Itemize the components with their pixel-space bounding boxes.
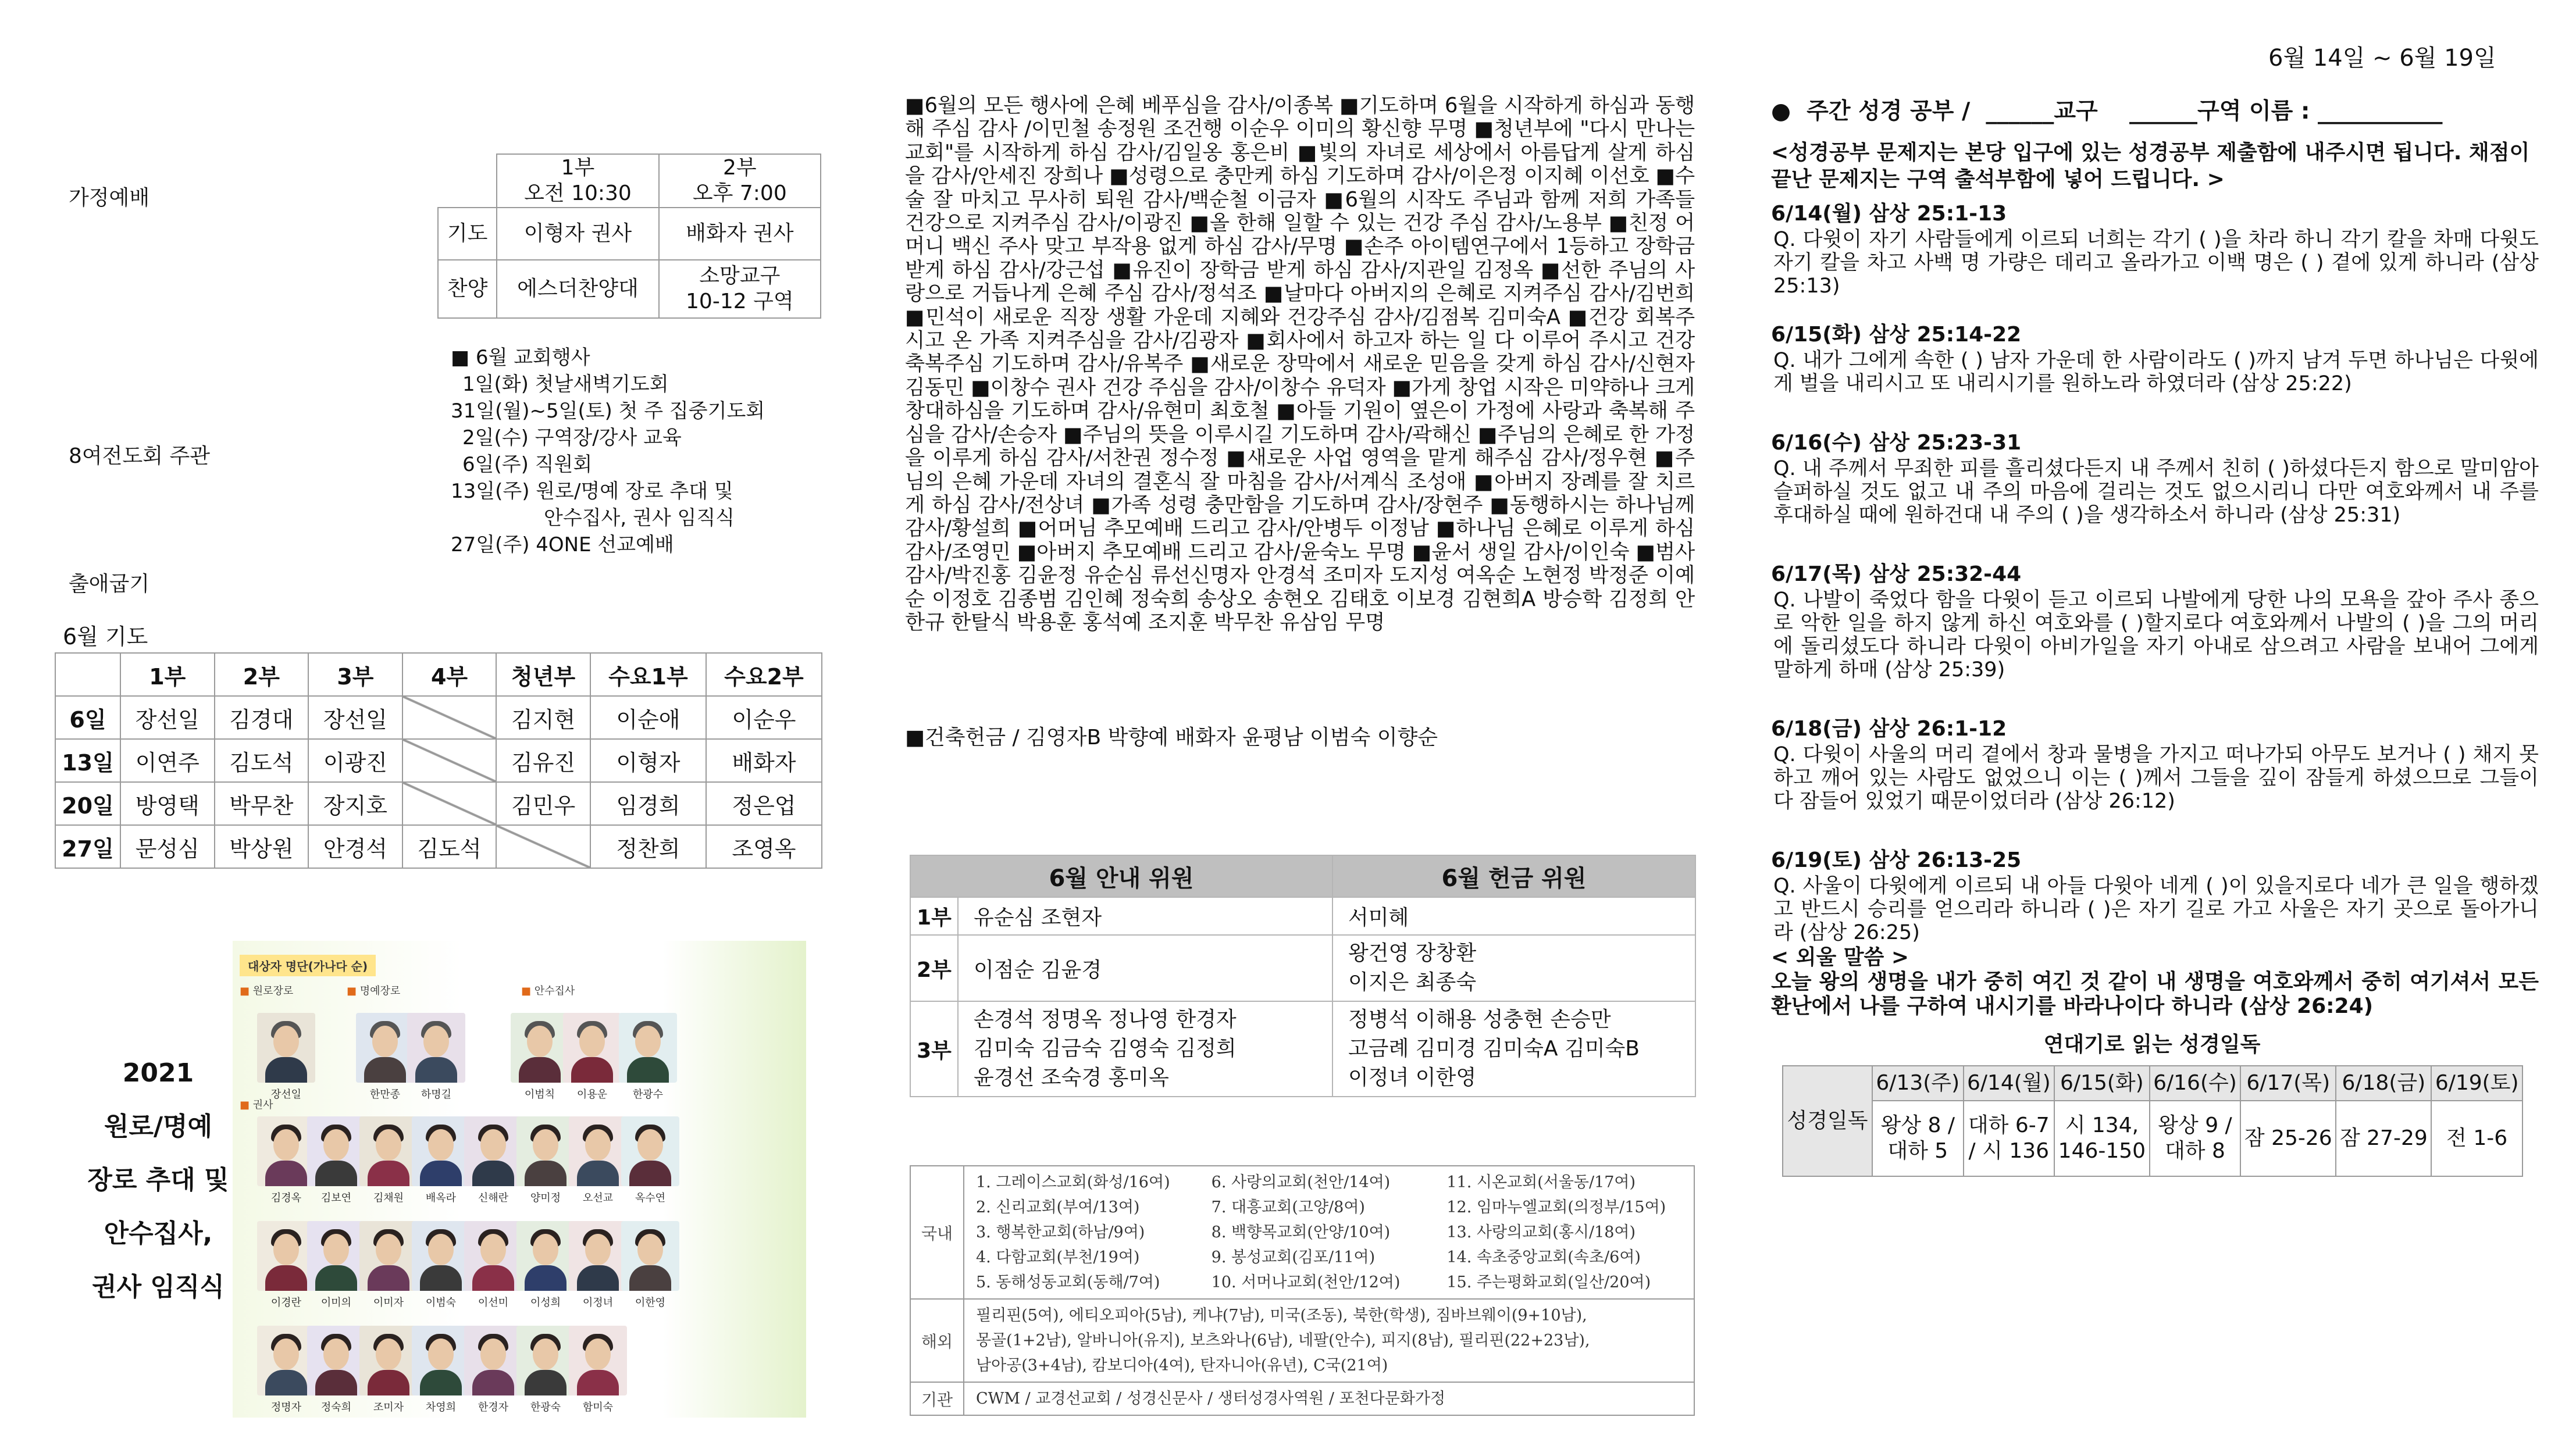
candidate-photo — [307, 1221, 365, 1291]
cat-honor: ■ 명예장로 — [347, 985, 401, 997]
candidate-photo — [307, 1116, 365, 1186]
lesson-title: 6/18(금) 삼상 26:1-12 — [1771, 717, 2007, 741]
candidate-name: 김경옥 — [270, 1192, 302, 1204]
lesson — [1771, 429, 2539, 561]
candidate-photo — [359, 1116, 418, 1186]
candidate-name: 하명길 — [421, 1088, 452, 1101]
usher-names: 손경석 정명옥 정나영 한경자 김미숙 김금숙 김영숙 김정희 윤경선 조숙경 홍미옥 — [958, 1001, 1332, 1097]
candidate-photo — [569, 1116, 627, 1186]
candidate-card — [233, 941, 806, 1418]
lesson-title: 6/14(월) 삼상 25:1-13 — [1771, 202, 2007, 226]
lesson-title: 6/16(수) 삼상 25:23-31 — [1771, 431, 2022, 455]
prayer-cell: 김도석 — [215, 739, 309, 782]
church-events — [451, 344, 765, 558]
candidate-name: 김채원 — [373, 1192, 404, 1204]
candidate-photo — [563, 1013, 621, 1083]
reading-date: 6/15(화) — [2054, 1066, 2150, 1101]
candidate-name: 오선교 — [582, 1192, 614, 1204]
prayer-header: 4부 — [402, 653, 497, 696]
prayer-header: 수요2부 — [706, 653, 822, 696]
candidate-photo — [356, 1013, 414, 1083]
prayer-cell: 문성심 — [120, 825, 215, 868]
reading-value: 전 1-6 — [2431, 1101, 2522, 1176]
mission-overseas-row — [911, 1300, 1694, 1383]
prayer-header: 3부 — [308, 653, 402, 696]
lesson — [1771, 200, 2539, 321]
offering-names: 서미혜 — [1332, 897, 1695, 935]
offering-names: 왕건영 장창환 이지은 최종숙 — [1332, 935, 1695, 1001]
candidate-name: 이미의 — [320, 1297, 352, 1309]
home-worship-label: 가정예배 — [69, 186, 150, 210]
prayer-header: 2부 — [215, 653, 309, 696]
prayer-date: 27일 — [55, 825, 120, 868]
candidate-photo — [307, 1326, 365, 1395]
candidate-photo — [516, 1326, 575, 1395]
reading-label: 성경일독 — [1783, 1066, 1872, 1176]
women-mission-label: 8여전도회 주관 — [69, 444, 211, 468]
date-range: 6월 14일 ~ 6월 19일 — [2268, 45, 2496, 72]
candidate-photo — [257, 1326, 315, 1395]
study-notice: <성경공부 문제지는 본당 입구에 있는 성경공부 제출함에 내주시면 됩니다. 채점이 끝난 문제지는 구역 출석부함에 넣어 드립니다. > — [1771, 141, 2530, 191]
card-title: 대상자 명단(가나다 순) — [240, 955, 376, 976]
usher-table — [910, 855, 1696, 1097]
candidate-name: 이정녀 — [582, 1297, 614, 1309]
lesson — [1771, 321, 2539, 429]
prayer-cell: 이순애 — [590, 696, 706, 739]
mission-domestic-col: 1. 그레이스교회(화성/16여) 2. 신리교회(부여/13여) 3. 행복한교회(하남/9여) 4. 다함교회(부천/19여) 5. 동해성동교회(동해/7여) — [976, 1173, 1170, 1291]
candidate-name: 정명자 — [270, 1401, 302, 1414]
reading-date: 6/19(토) — [2431, 1066, 2522, 1101]
prayer-cell: 정찬희 — [590, 825, 706, 868]
mission-org-list: CWM / 교경선교회 / 성경신문사 / 생터성경사역원 / 포천다문화가정 — [976, 1390, 1446, 1408]
reading-date: 6/14(월) — [1964, 1066, 2055, 1101]
usher-header: 6월 안내 위원 — [910, 855, 1332, 897]
mission-overseas-list: 필리핀(5여), 에티오피아(5남), 케냐(7남), 미국(조동), 북한(학생), 짐바브웨이(9+10남), 몽골(1+2남), 알바니아(유지), 보츠와나(6남), 네팔(안수), 피지(8남), 필리핀(22+23남), 남아공(3+4남), 캄보디아(4여), 탄자니아(유년), C국(21여) — [976, 1307, 1590, 1375]
offering-names: 정병석 이해용 성충현 손승만 고금례 김미경 김미숙A 김미숙B 이정녀 이한영 — [1332, 1001, 1695, 1097]
worship-table — [437, 154, 821, 319]
prayer-cell: 이형자 — [590, 739, 706, 782]
candidate-name: 양미정 — [530, 1192, 561, 1204]
worship-row-label: 기도 — [438, 208, 497, 260]
candidate-name: 함미숙 — [582, 1401, 614, 1414]
prayer-cell: 정은업 — [706, 782, 822, 825]
candidate-photo — [257, 1116, 315, 1186]
prayer-date: 20일 — [55, 782, 120, 825]
worship-header-2: 2부 오후 7:00 — [692, 156, 787, 205]
candidate-name: 이경란 — [270, 1297, 302, 1309]
prayer-cell: 김지현 — [496, 696, 590, 739]
offering-header: 6월 헌금 위원 — [1332, 855, 1695, 897]
mission-support-table — [910, 1165, 1695, 1416]
lesson-question: Q. 다윗이 사울의 머리 곁에서 창과 물병을 가지고 떠나가되 아무도 보거나 ( ) 채지 못하고 깨어 있는 사람도 없었으니 이는 ( )께서 그들을 깊이 잠들게 하셨으므로 그들이 다 잠들어 있었기 때문이었더라 (삼상 26:12) — [1773, 743, 2539, 813]
prayer-cell-empty — [402, 739, 497, 782]
prayer-cell: 박상원 — [215, 825, 309, 868]
offering-label: 출애굽기 — [69, 572, 150, 596]
candidate-photo — [412, 1221, 470, 1291]
candidate-photo — [516, 1221, 575, 1291]
reading-date: 6/13(주) — [1872, 1066, 1964, 1101]
lesson — [1771, 847, 2539, 951]
mission-overseas-label: 해외 — [911, 1300, 964, 1382]
candidate-photo — [257, 1013, 315, 1083]
candidate-name: 이용운 — [576, 1088, 608, 1101]
lesson-question: Q. 나발이 죽었다 함을 다윗이 듣고 이르되 나발에게 당한 나의 모욕을 갚아 주사 종으로 악한 일을 하지 않게 하신 여호와를 ( )할지로다 여호와께서 나발의 ( )을 그의 머리에 돌리셨도다 하니라 다윗이 아비가일을 자기 아내로 삼으려고 사람을 보내어 그에게 말하게 하매 (삼상 25:39) — [1773, 588, 2539, 681]
prayer-cell: 박무찬 — [215, 782, 309, 825]
event-item: 27일(주) 4ONE 선교예배 — [451, 533, 674, 556]
reading-value: 시 134, 146-150 — [2054, 1101, 2150, 1176]
candidate-name: 배옥라 — [425, 1192, 457, 1204]
prayer-cell: 김도석 — [402, 825, 497, 868]
memory-title: < 외울 말씀 > — [1771, 945, 1909, 969]
mission-domestic-col: 6. 사랑의교회(천안/14여) 7. 대흥교회(고양/8여) 8. 백향목교회(안양/10여) 9. 봉성교회(김포/11여) 10. 서머나교회(천안/12여) — [1211, 1173, 1401, 1291]
event-item: 1일(화) 첫날새벽기도회 — [462, 373, 669, 396]
mission-domestic-col: 11. 시온교회(서울동/17여) 12. 임마누엘교회(의정부/15여) 13. 사랑의교회(홍시/18여) 14. 속초중앙교회(속초/6여) 15. 주는평화교회(일산/20여) — [1446, 1173, 1666, 1291]
memory-verse — [1771, 945, 2539, 1019]
candidate-photo — [621, 1221, 679, 1291]
candidate-photo — [412, 1116, 470, 1186]
worship-cell: 배화자 권사 — [659, 208, 821, 260]
event-item: 13일(주) 원로/명예 장로 추대 및 — [451, 480, 733, 503]
prayer-date: 6일 — [55, 696, 120, 739]
candidate-name: 이미자 — [373, 1297, 404, 1309]
candidate-name: 김보연 — [320, 1192, 352, 1204]
candidate-name: 한광숙 — [530, 1401, 561, 1414]
candidate-name: 조미자 — [373, 1401, 404, 1414]
reading-value: 왕상 8 / 대하 5 — [1872, 1101, 1964, 1176]
candidate-name: 한만종 — [369, 1088, 401, 1101]
reading-value: 대하 6-7 / 시 136 — [1964, 1101, 2055, 1176]
ceremony-title: 2021 원로/명예 장로 추대 및 안수집사, 권사 임직식 — [87, 1058, 229, 1302]
prayer-table — [55, 652, 822, 869]
prayer-cell: 방영택 — [120, 782, 215, 825]
candidate-photo — [619, 1013, 677, 1083]
usher-row-label: 3부 — [910, 1001, 958, 1097]
building-offering: ■건축헌금 / 김영자B 박향예 배화자 윤평남 이범숙 이향순 — [905, 726, 1438, 749]
candidate-name: 신해란 — [478, 1192, 509, 1204]
lesson — [1771, 715, 2539, 847]
lesson-title: 6/15(화) 삼상 25:14-22 — [1771, 323, 2022, 347]
candidate-name: 정숙희 — [320, 1401, 352, 1414]
candidate-name: 이범칙 — [524, 1088, 555, 1101]
prayer-header — [55, 653, 120, 696]
usher-names: 이점순 김윤경 — [958, 935, 1332, 1001]
usher-row-label: 2부 — [910, 935, 958, 1001]
event-item: 2일(수) 구역장/강사 교육 — [462, 426, 682, 449]
event-item: 31일(월)~5일(토) 첫 주 집중기도회 — [451, 399, 765, 423]
candidate-name: 차영희 — [425, 1401, 457, 1414]
prayer-header: 청년부 — [496, 653, 590, 696]
candidate-name: 이범숙 — [425, 1297, 457, 1309]
candidate-photo — [464, 1221, 522, 1291]
prayer-cell: 김경대 — [215, 696, 309, 739]
worship-cell: 이형자 권사 — [497, 208, 658, 260]
prayer-cell: 장지호 — [308, 782, 402, 825]
usher-row-label: 1부 — [910, 897, 958, 935]
lesson-question: Q. 내 주께서 무죄한 피를 흘리셨다든지 내 주께서 친히 ( )하셨다든지 함으로 말미암아 슬퍼하실 것도 없고 내 주의 마음에 걸리는 것도 없으시리니 다만 여호와께서 내 주를 후대하실 때에 원하건대 내 주의 ( )을 생각하소서 하니라 (삼상 25:31) — [1773, 457, 2539, 527]
mission-domestic-row — [911, 1166, 1694, 1300]
candidate-photo — [359, 1326, 418, 1395]
candidate-photo — [569, 1221, 627, 1291]
lesson-title: 6/17(목) 삼상 25:32-44 — [1771, 562, 2022, 586]
events-title: ■ 6월 교회행사 — [451, 346, 590, 369]
worship-header-1: 1부 오전 10:30 — [524, 156, 632, 205]
reading-date: 6/17(목) — [2240, 1066, 2336, 1101]
reading-value: 잠 25-26 — [2240, 1101, 2336, 1176]
candidate-name: 한광수 — [632, 1088, 664, 1101]
prayer-cell-empty — [496, 825, 590, 868]
candidate-name: 이선미 — [478, 1297, 509, 1309]
candidate-name: 옥수연 — [635, 1192, 666, 1204]
lessons — [1771, 200, 2539, 951]
prayer-header: 1부 — [120, 653, 215, 696]
cat-kwonsa: ■ 권사 — [240, 1099, 273, 1111]
candidate-photo — [464, 1326, 522, 1395]
bible-study-title: ● 주간 성경 공부 / ______교구 ______구역 이름 : ___________ — [1771, 98, 2443, 124]
candidate-photo — [511, 1013, 569, 1083]
prayer-cell: 안경석 — [308, 825, 402, 868]
event-item: 6일(주) 직원회 — [462, 453, 593, 476]
event-item: 안수집사, 권사 임직식 — [544, 506, 735, 530]
prayer-cell: 김유진 — [496, 739, 590, 782]
candidate-photo — [569, 1326, 627, 1395]
candidate-name: 이성희 — [530, 1297, 561, 1309]
prayer-cell-empty — [402, 782, 497, 825]
candidate-name: 한경자 — [478, 1401, 509, 1414]
prayer-cell: 이광진 — [308, 739, 402, 782]
candidate-name: 이한영 — [635, 1297, 666, 1309]
candidate-photo — [621, 1116, 679, 1186]
reading-title: 연대기로 읽는 성경일독 — [2043, 1033, 2261, 1056]
prayer-cell: 장선일 — [308, 696, 402, 739]
prayer-cell-empty — [402, 696, 497, 739]
prayer-cell: 장선일 — [120, 696, 215, 739]
candidate-photo — [359, 1221, 418, 1291]
prayer-date: 13일 — [55, 739, 120, 782]
lesson — [1771, 561, 2539, 715]
prayer-title: 6월 기도 — [63, 624, 148, 649]
lesson-question: Q. 내가 그에게 속한 ( ) 남자 가운데 한 사람이라도 ( )까지 남겨 두면 하나님은 다윗에게 벌을 내리시고 또 내리시기를 원하노라 하였더라 (삼상 25:22) — [1773, 349, 2539, 395]
worship-row-label: 찬양 — [438, 260, 497, 318]
reading-value: 왕상 9 / 대하 8 — [2150, 1101, 2241, 1176]
worship-cell: 에스더찬양대 — [497, 260, 658, 318]
lesson-question: Q. 다윗이 자기 사람들에게 이르되 너희는 각기 ( )을 차라 하니 각기 칼을 차매 다윗도 자기 칼을 차고 사백 명 가량은 데리고 올라가고 이백 명은 ( ) 곁에 있게 하니라 (삼상 25:13) — [1773, 228, 2539, 298]
candidate-photo — [407, 1013, 465, 1083]
prayer-cell: 이순우 — [706, 696, 822, 739]
prayer-cell: 조영옥 — [706, 825, 822, 868]
prayer-cell: 김민우 — [496, 782, 590, 825]
usher-names: 유순심 조현자 — [958, 897, 1332, 935]
mission-domestic-label: 국내 — [911, 1166, 964, 1298]
prayer-cell: 배화자 — [706, 739, 822, 782]
lesson-question: Q. 사울이 다윗에게 이르되 내 아들 다윗아 네게 ( )이 있을지로다 네가 큰 일을 행하겠고 반드시 승리를 얻으리라 하니라 ( )은 자기 길로 가고 사울은 자기 곳으로 돌아가니라 (삼상 26:25) — [1773, 875, 2539, 944]
prayer-cell: 임경희 — [590, 782, 706, 825]
bible-reading-table — [1782, 1065, 2523, 1177]
cat-deacon: ■ 안수집사 — [521, 985, 575, 997]
mission-org-row — [911, 1383, 1694, 1415]
lesson-title: 6/19(토) 삼상 26:13-25 — [1771, 848, 2022, 872]
cat-elder: ■ 원로장로 — [240, 985, 294, 997]
candidate-photo — [412, 1326, 470, 1395]
worship-cell: 소망교구 10-12 구역 — [659, 260, 821, 318]
prayer-header: 수요1부 — [590, 653, 706, 696]
reading-date: 6/18(금) — [2336, 1066, 2431, 1101]
reading-date: 6/16(수) — [2150, 1066, 2241, 1101]
candidate-photo — [257, 1221, 315, 1291]
candidate-photo — [464, 1116, 522, 1186]
prayer-cell: 이연주 — [120, 739, 215, 782]
candidate-photo — [516, 1116, 575, 1186]
mission-org-label: 기관 — [911, 1383, 964, 1415]
thanks-offering-text: ■6월의 모든 행사에 은혜 베푸심을 감사/이종복 ■기도하며 6월을 시작하게 하심과 동행해 주심 감사 /이민철 송정원 조건행 이순우 이미의 황신향 무명 ■청년부에 "다시 만나는 교회"를 시작하게 하심 감사/김일옹 홍은비 ■빛의 자녀로 세상에서 아름답게 살게 하심을 감사/안세진 장희나 ■성령으로 충만케 하심 기도하며 감사/이은정 이지혜 이선호 ■수술 잘 마치고 무사히 퇴원 감사/백순철 이금자 ■6월의 시작도 주님과 함께 저희 가족들 건강으로 지켜주심 감사/이광진 ■올 한해 일할 수 있는 건강 주심 감사/노용부 ■친정 어머니 백신 주사 맞고 부작용 없게 하심 감사/무명 ■손주 아이템연구에서 1등하고 장학금 받게 하심 감사/강근섭 ■유진이 장학금 받게 하심 감사/지관일 김정옥 ■선한 주님의 사랑으로 거듭나게 은혜 주심 감사/정석조 ■날마다 아버지의 은혜로 지켜주심 감사/김번희 ■민석이 새로운 직장 생활 가운데 지혜와 건강주심 감사/김점복 김미숙A ■건강 회복주시고 온 가족 지켜주심을 감사/김광자 ■회사에서 하고자 하는 일 다 이루어 주시고 건강 축복주심 기도하며 감사/유복주 ■새로운 장막에서 새로운 믿음을 갖게 하심 감사/신현자 김동민 ■이창수 권사 건강 주심을 감사/이창수 유덕자 ■가게 창업 시작은 미약하나 크게 창대하심을 기도하며 감사/유현미 최호철 ■아들 기원이 옆은이 가정에 사랑과 축복해 주심을 감사/손승자 ■주님의 뜻을 이루시길 기도하며 감사/곽해신 ■주님의 은혜로 한 가정을 이루게 하심 감사/서찬권 정수정 ■새로운 사업 영역을 맡게 해주심 감사/정우현 ■주님의 은혜 가운데 자녀의 결혼식 잘 마침을 감사/서계식 조성애 ■아버지 장례를 잘 치르게 하심 감사/전상녀 ■가족 성령 충만함을 기도하며 감사/장현주 ■동행하시는 하나님께 감사/황설희 ■어머님 추모예배 드리고 감사/안병두 이정남 ■하나님 은혜로 이루게 하심 감사/조영민 ■아버지 추모예배 드리고 감사/윤숙노 무명 ■윤서 생일 감사/이인숙 ■범사 감사/박진홍 김윤정 유순심 류선신명자 안경석 조미자 도지성 여옥순 노현정 박정준 이예순 이정호 김종범 김인혜 정숙희 송상오 송현오 김태호 이보경 김현희A 방승학 김정희 안한규 한탈식 박용훈 홍석예 조지훈 박무찬 유삼임 무명 — [905, 94, 1695, 634]
memory-text: 오늘 왕의 생명을 내가 중히 여긴 것 같이 내 생명을 여호와께서 중히 여기셔서 모든 환난에서 나를 구하여 내시기를 바라나이다 하니라 (삼상 26:24) — [1771, 970, 2539, 1018]
candidate-name: 장선일 — [270, 1088, 302, 1101]
reading-value: 잠 27-29 — [2336, 1101, 2431, 1176]
